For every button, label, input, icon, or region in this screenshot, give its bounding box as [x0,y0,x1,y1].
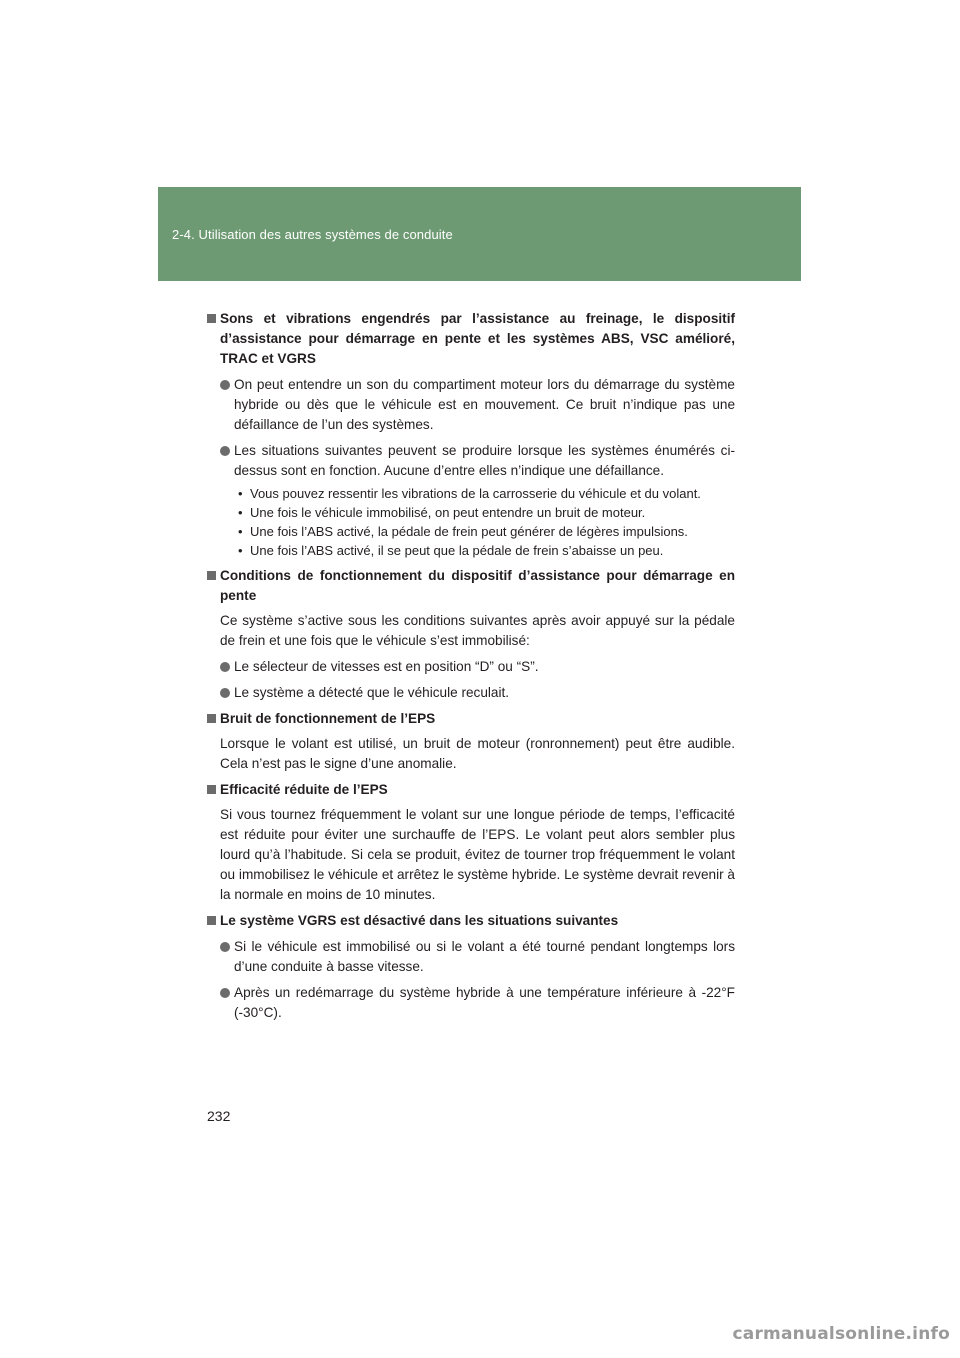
sub-item [234,484,735,503]
bullet-item [220,657,735,677]
page-number: 232 [207,1108,231,1124]
sub-item [234,522,735,541]
section-square-marker [207,916,216,925]
section-heading: Sons et vibrations engendrés par l’assistance au freinage, le dispositif d’assistance pour démarrage en pente et les systèmes ABS, VSC amélioré, TRAC et VGRS [220,311,735,366]
sub-bullet: • [238,486,243,501]
chapter-header-band [158,187,801,281]
bullet-item [220,375,735,435]
section-heading: Bruit de fonctionnement de l’EPS [220,711,436,726]
section-square-marker [207,314,216,323]
bullet-text: Si le véhicule est immobilisé ou si le volant a été tourné pendant longtemps lors d’une conduite à basse vitesse. [234,939,735,974]
bullet-dot [220,688,230,698]
bullet-item [220,937,735,977]
sub-list [234,484,735,560]
section-vgrs-disabled [207,911,735,1023]
section-eps-noise [207,709,735,774]
section-heading: Efficacité réduite de l’EPS [220,782,388,797]
bullet-text: Les situations suivantes peuvent se produire lorsque les systèmes énumérés ci-dessus sont en fonction. Aucune d’entre elles n’indique une défaillance. [234,443,735,478]
bullet-dot [220,380,230,390]
bullet-item [220,441,735,560]
watermark: carmanualsonline.info [732,1324,950,1344]
section-square-marker [207,571,216,580]
section-square-marker [207,785,216,794]
section-paragraph: Si vous tournez fréquemment le volant sur une longue période de temps, l’efficacité est réduite pour éviter une surchauffe de l’EPS. Le volant peut alors sembler plus lourd qu’à l’habitude. Si cela se produit, évitez de tourner trop fréquemment le volant ou immobilisez le véhicule et arrêtez le système hybride. Le système devrait revenir à la normale en moins de 10 minutes. [220,807,735,902]
sub-bullet: • [238,505,243,520]
sub-item-text: Vous pouvez ressentir les vibrations de la carrosserie du véhicule et du volant. [250,486,701,501]
chapter-title: 2-4. Utilisation des autres systèmes de conduite [172,227,453,242]
sub-item-text: Une fois le véhicule immobilisé, on peut entendre un bruit de moteur. [250,505,646,520]
bullet-item [220,983,735,1023]
section-heading: Conditions de fonctionnement du dispositif d’assistance pour démarrage en pente [220,568,735,603]
sub-item [234,541,735,560]
bullet-dot [220,446,230,456]
bullet-text: On peut entendre un son du compartiment moteur lors du démarrage du système hybride ou dès que le véhicule est en mouvement. Ce bruit n’indique pas une défaillance de l’un des systèmes. [234,377,735,432]
sub-item-text: Une fois l’ABS activé, il se peut que la pédale de frein s’abaisse un peu. [250,543,664,558]
bullet-dot [220,942,230,952]
bullet-dot [220,988,230,998]
section-heading: Le système VGRS est désactivé dans les situations suivantes [220,913,619,928]
bullet-text: Le sélecteur de vitesses est en position “D” ou “S”. [234,659,539,674]
sub-item [234,503,735,522]
bullet-item [220,683,735,703]
section-square-marker [207,714,216,723]
section-hill-start-assist [207,566,735,703]
sub-bullet: • [238,543,243,558]
bullet-text: Le système a détecté que le véhicule reculait. [234,685,510,700]
page-content [207,309,735,1029]
section-paragraph: Lorsque le volant est utilisé, un bruit de moteur (ronronnement) peut être audible. Cela n’est pas le signe d’une anomalie. [220,736,735,771]
sub-item-text: Une fois l’ABS activé, la pédale de frein peut générer de légères impulsions. [250,524,688,539]
section-brake-sounds [207,309,735,560]
bullet-dot [220,662,230,672]
bullet-text: Après un redémarrage du système hybride à une température inférieure à -22°F (-30°C). [234,985,735,1020]
section-eps-reduced [207,780,735,905]
section-paragraph: Ce système s’active sous les conditions suivantes après avoir appuyé sur la pédale de frein et une fois que le véhicule s’est immobilisé: [220,613,735,648]
sub-bullet: • [238,524,243,539]
